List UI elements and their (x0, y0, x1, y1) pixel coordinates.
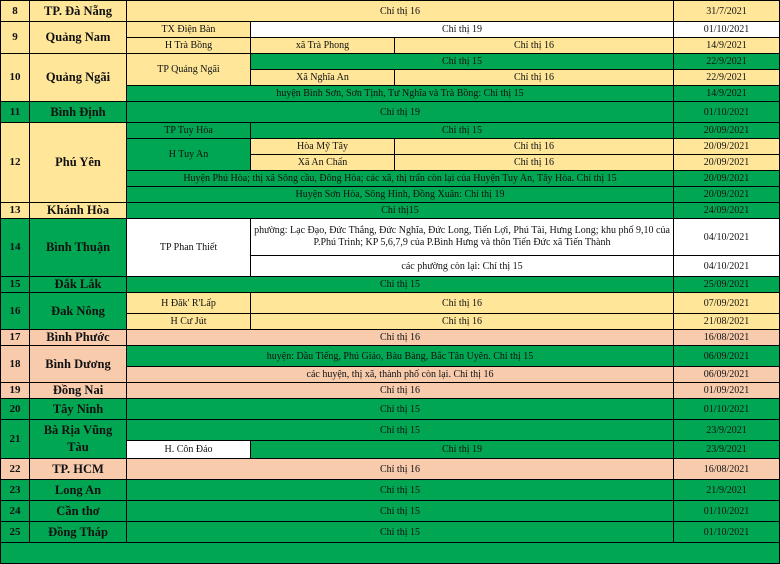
effective-date: 20/09/2021 (673, 154, 780, 171)
row-number: 21 (0, 419, 30, 459)
row-number: 25 (0, 521, 30, 543)
row-number: 10 (0, 53, 30, 102)
row-number: 12 (0, 122, 30, 203)
effective-date: 01/09/2021 (673, 382, 780, 399)
effective-date: 01/10/2021 (673, 521, 780, 543)
effective-date: 14/9/2021 (673, 85, 780, 102)
effective-date: 20/09/2021 (673, 122, 780, 139)
directive-cell: Chỉ thị 19 (250, 440, 674, 459)
effective-date: 06/09/2021 (673, 345, 780, 367)
province-name: Quảng Ngãi (29, 53, 127, 102)
effective-date: 06/09/2021 (673, 366, 780, 383)
province-name: Khánh Hòa (29, 202, 127, 219)
directive-cell: phường: Lạc Đạo, Đức Thắng, Đức Nghĩa, Đức Long, Tiến Lợi, Phú Tài, Hưng Long; khu phố 9,10 của P.Phú Trinh; KP 5,6,7,9 của P.Bình Hưng và thôn Tiến Đức xã Tiến Thành (250, 218, 674, 256)
province-name: Bình Định (29, 101, 127, 123)
effective-date: 01/10/2021 (673, 21, 780, 38)
province-name: Đắk Lắk (29, 276, 127, 293)
row-number: 14 (0, 218, 30, 277)
effective-date: 01/10/2021 (673, 101, 780, 123)
province-name: Long An (29, 479, 127, 501)
province-name: Đak Nông (29, 292, 127, 330)
province-name: Phú Yên (29, 122, 127, 203)
row-number: 11 (0, 101, 30, 123)
directive-cell: Chỉ thị 15 (126, 419, 674, 441)
directive-cell: Chỉ thị 16 (250, 313, 674, 330)
row-number: 24 (0, 500, 30, 522)
directive-cell: Chỉ thị 16 (394, 138, 674, 155)
effective-date: 22/9/2021 (673, 69, 780, 86)
row-number: 19 (0, 382, 30, 399)
effective-date: 01/10/2021 (673, 398, 780, 420)
area-name: TP Quảng Ngãi (126, 53, 251, 86)
area-name: H Tuy An (126, 138, 251, 171)
sub-area-name: Xã Nghĩa An (250, 69, 395, 86)
province-name: Bà Rịa Vũng Tàu (29, 419, 127, 459)
directive-cell: Chỉ thị 19 (126, 101, 674, 123)
directive-cell: Chỉ thị 16 (394, 69, 674, 86)
effective-date: 16/08/2021 (673, 329, 780, 346)
row-number: 8 (0, 0, 30, 22)
row-number: 17 (0, 329, 30, 346)
directive-cell: Chỉ thị15 (126, 202, 674, 219)
area-name: H Cư Jút (126, 313, 251, 330)
sub-area-name: xã Trà Phong (250, 37, 395, 54)
effective-date: 16/08/2021 (673, 458, 780, 480)
directive-cell: Chỉ thị 16 (126, 382, 674, 399)
directive-cell: Chỉ thị 15 (250, 122, 674, 139)
effective-date: 21/08/2021 (673, 313, 780, 330)
effective-date: 24/09/2021 (673, 202, 780, 219)
directive-cell: Chỉ thị 15 (250, 53, 674, 70)
province-name: Tây Ninh (29, 398, 127, 420)
directive-cell: Chỉ thị 16 (394, 154, 674, 171)
area-name: H Đăk' R'Lấp (126, 292, 251, 314)
row-number: 22 (0, 458, 30, 480)
effective-date: 31/7/2021 (673, 0, 780, 22)
province-name: Bình Dương (29, 345, 127, 383)
area-name: H Trà Bồng (126, 37, 251, 54)
directive-cell: Chỉ thị 15 (126, 521, 674, 543)
row-number: 9 (0, 21, 30, 54)
province-name: Bình Thuận (29, 218, 127, 277)
effective-date: 20/09/2021 (673, 170, 780, 187)
area-name: TP Phan Thiết (126, 218, 251, 277)
effective-date: 01/10/2021 (673, 500, 780, 522)
province-name: Bình Phước (29, 329, 127, 346)
effective-date: 20/09/2021 (673, 138, 780, 155)
directive-cell: Huyện Sơn Hòa, Sông Hinh, Đồng Xuân: Chỉ thị 19 (126, 186, 674, 203)
row-number: 16 (0, 292, 30, 330)
continuation-row (0, 542, 780, 564)
effective-date: 23/9/2021 (673, 440, 780, 459)
effective-date: 20/09/2021 (673, 186, 780, 203)
effective-date: 21/9/2021 (673, 479, 780, 501)
row-number: 18 (0, 345, 30, 383)
row-number: 13 (0, 202, 30, 219)
province-name: TP. Đà Nẵng (29, 0, 127, 22)
sub-area-name: Hòa Mỹ Tây (250, 138, 395, 155)
province-name: TP. HCM (29, 458, 127, 480)
directive-cell: Chỉ thị 16 (126, 458, 674, 480)
effective-date: 14/9/2021 (673, 37, 780, 54)
directive-cell: Chỉ thị 19 (250, 21, 674, 38)
directive-cell: các huyện, thị xã, thành phố còn lại. Chỉ thị 16 (126, 366, 674, 383)
effective-date: 25/09/2021 (673, 276, 780, 293)
directive-cell: Huyện Phú Hòa; thị xã Sông cầu, Đông Hòa; các xã, thị trấn còn lại của Huyện Tuy An, Tây Hòa. Chỉ thị 15 (126, 170, 674, 187)
directive-cell: Chỉ thị 16 (250, 292, 674, 314)
directive-cell: Chỉ thị 15 (126, 500, 674, 522)
province-name: Đồng Nai (29, 382, 127, 399)
effective-date: 04/10/2021 (673, 255, 780, 277)
directive-cell: Chỉ thị 16 (126, 0, 674, 22)
directive-cell: Chỉ thị 15 (126, 479, 674, 501)
directive-cell: Chỉ thị 15 (126, 276, 674, 293)
directive-cell: huyện: Dầu Tiếng, Phú Giáo, Bàu Bàng, Bắc Tân Uyên. Chỉ thị 15 (126, 345, 674, 367)
province-name: Đồng Tháp (29, 521, 127, 543)
row-number: 20 (0, 398, 30, 420)
sub-area-name: Xã An Chấn (250, 154, 395, 171)
row-number: 15 (0, 276, 30, 293)
directive-cell: huyện Bình Sơn, Sơn Tịnh, Tư Nghĩa và Trà Bồng: Chỉ thị 15 (126, 85, 674, 102)
row-number: 23 (0, 479, 30, 501)
directive-cell: Chỉ thị 16 (126, 329, 674, 346)
effective-date: 23/9/2021 (673, 419, 780, 441)
effective-date: 04/10/2021 (673, 218, 780, 256)
directive-cell: Chỉ thị 15 (126, 398, 674, 420)
effective-date: 22/9/2021 (673, 53, 780, 70)
province-name: Quảng Nam (29, 21, 127, 54)
area-name: H. Côn Đảo (126, 440, 251, 459)
directive-cell: Chỉ thị 16 (394, 37, 674, 54)
area-name: TP Tuy Hòa (126, 122, 251, 139)
effective-date: 07/09/2021 (673, 292, 780, 314)
directive-cell: các phường còn lại: Chỉ thị 15 (250, 255, 674, 277)
area-name: TX Điện Bàn (126, 21, 251, 38)
province-name: Cần thơ (29, 500, 127, 522)
